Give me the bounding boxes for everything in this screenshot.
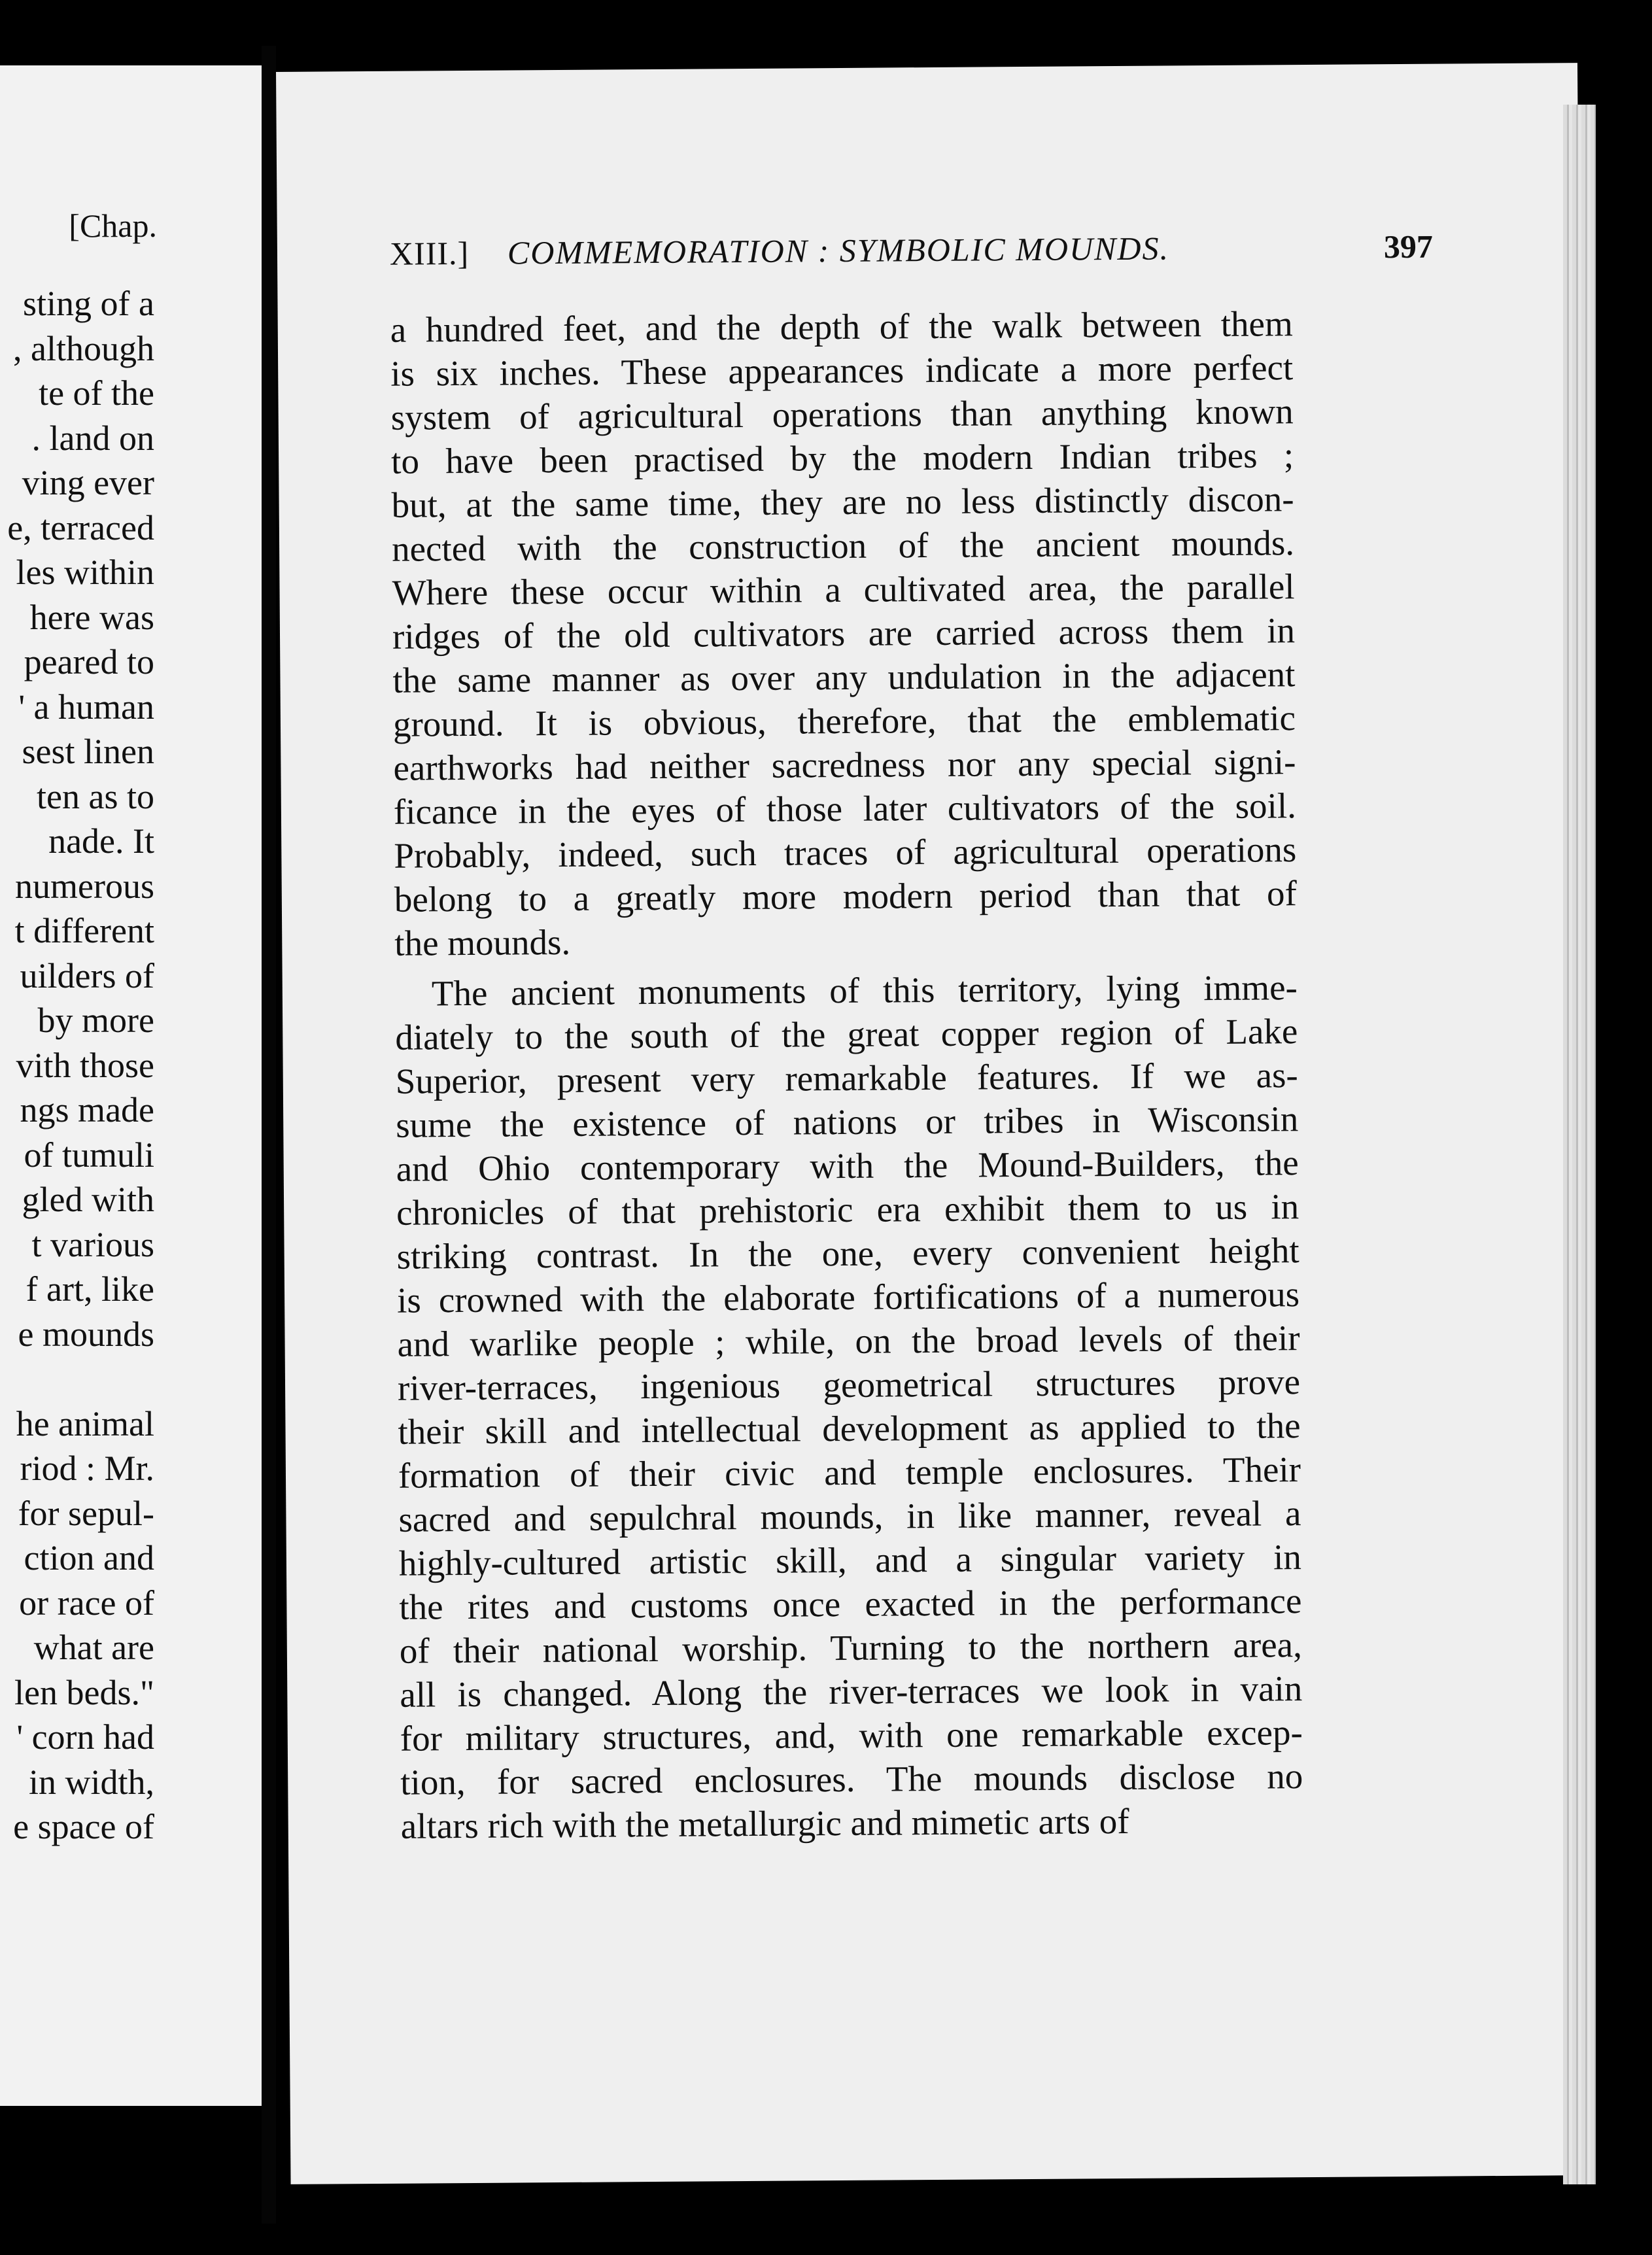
text-line: their skill and intellectual development as applied to the <box>398 1405 1301 1452</box>
left-page-text <box>0 281 154 1850</box>
text-line: ground. It is obvious, therefore, that the emblematic <box>392 698 1296 744</box>
left-page-line: e, terraced <box>7 508 154 547</box>
left-page-line: what are <box>33 1628 154 1667</box>
left-page-line: he animal <box>16 1403 154 1443</box>
left-page-line: sting of a <box>23 284 154 323</box>
left-page-line: by more <box>37 1001 154 1040</box>
text-line: of their national worship. Turning to the northern area, <box>399 1625 1303 1671</box>
text-line: tion, for sacred enclosures. The mounds disclose no <box>400 1756 1303 1802</box>
left-page-line: gled with <box>22 1180 154 1219</box>
text-line: diately to the south of the great copper region of Lake <box>395 1011 1298 1058</box>
text-line: Probably, indeed, such traces of agricultural operations <box>394 829 1297 876</box>
left-page-line: les within <box>16 553 154 592</box>
left-page-line: vith those <box>16 1045 154 1085</box>
text-line: all is changed. Along the river-terraces we look in vain <box>400 1668 1303 1715</box>
left-page-line: riod : Mr. <box>20 1449 154 1488</box>
text-line: and warlike people ; while, on the broad levels of their <box>397 1318 1300 1364</box>
text-line: ficance in the eyes of those later cultivators of the soil. <box>393 785 1297 832</box>
left-page-line: , although <box>13 328 154 368</box>
left-page-line: of tumuli <box>24 1135 154 1175</box>
left-page-line: t various <box>31 1224 154 1264</box>
left-page-line: in width, <box>28 1762 154 1802</box>
text-line: but, at the same time, they are no less distinctly discon- <box>391 479 1294 525</box>
running-head <box>390 226 1567 281</box>
text-line: earthworks had neither sacredness nor any special signi- <box>393 742 1296 788</box>
left-page-line: or race of <box>19 1583 154 1623</box>
left-page-line: e mounds <box>18 1314 154 1354</box>
text-line: formation of their civic and temple enclosures. Their <box>398 1449 1301 1496</box>
text-line: Where these occur within a cultivated area, the parallel <box>392 566 1295 613</box>
text-line: belong to a greatly more modern period than that of <box>394 873 1298 920</box>
left-page-line: ction and <box>24 1538 154 1577</box>
text-line: for military structures, and, with one remarkable excep- <box>400 1712 1303 1759</box>
left-page-line: here was <box>29 597 154 637</box>
left-page-line: peared to <box>24 642 154 681</box>
text-line: highly-cultured artistic skill, and a singular variety in <box>398 1537 1302 1583</box>
text-line: altars rich with the metallurgic and mimetic arts of <box>400 1800 1129 1846</box>
text-line: and Ohio contemporary with the Mound-Builders, the <box>396 1143 1299 1189</box>
text-line: ridges of the old cultivators are carried across them in <box>392 610 1296 657</box>
chapter-number: XIII.] <box>389 234 470 272</box>
left-page-line: ' a human <box>18 687 154 727</box>
text-line: river-terraces, ingenious geometrical structures prove <box>397 1362 1301 1408</box>
text-line: nected with the construction of the ancient mounds. <box>391 523 1295 569</box>
text-line: sume the existence of nations or tribes in Wisconsin <box>396 1099 1299 1145</box>
text-line: system of agricultural operations than anything known <box>390 391 1294 438</box>
left-page-line: te of the <box>39 373 154 413</box>
text-line: sacred and sepulchral mounds, in like manner, reveal a <box>398 1493 1301 1540</box>
text-line: a hundred feet, and the depth of the walk between them <box>390 303 1293 350</box>
page-edges <box>1563 105 1596 2184</box>
left-page-line: e space of <box>13 1807 154 1846</box>
left-page-line: uilders of <box>20 955 154 995</box>
page-number: 397 <box>1383 228 1434 266</box>
right-page <box>276 63 1592 2184</box>
book-gutter <box>262 46 276 2224</box>
left-page-line: len beds." <box>14 1672 154 1712</box>
paragraph <box>395 965 1303 1848</box>
text-line: the mounds. <box>394 921 571 963</box>
text-line: striking contrast. In the one, every convenient height <box>396 1230 1299 1277</box>
text-line: is crowned with the elaborate fortifications of a numerous <box>396 1274 1300 1320</box>
text-line: the rites and customs once exacted in the performance <box>399 1581 1302 1627</box>
left-page-line: sest linen <box>22 732 154 771</box>
text-line: chronicles of that prehistoric era exhibit them to us in <box>396 1186 1299 1233</box>
running-title: COMMEMORATION : SYMBOLIC MOUNDS. <box>507 230 1170 271</box>
left-page-line: ngs made <box>20 1090 154 1129</box>
left-facing-page <box>0 65 262 2106</box>
left-page-line <box>0 1356 154 1402</box>
text-line: is six inches. These appearances indicate a more perfect <box>390 347 1294 394</box>
text-line: the same manner as over any undulation in the adjacent <box>392 654 1296 700</box>
left-page-line: . land on <box>31 418 154 458</box>
left-page-line: ving ever <box>22 463 154 502</box>
left-page-line: nade. It <box>48 821 154 861</box>
left-page-header: [Chap. <box>69 207 157 244</box>
left-page-line: for sepul- <box>18 1493 154 1533</box>
left-page-line: ' corn had <box>16 1717 154 1757</box>
text-line: Superior, present very remarkable features. If we as- <box>395 1055 1298 1101</box>
left-page-line: ten as to <box>37 776 154 816</box>
left-page-line: t different <box>14 911 154 950</box>
text-line: The ancient monuments of this territory, lying imme- <box>431 967 1298 1014</box>
text-line: to have been practised by the modern Indian tribes ; <box>390 435 1294 481</box>
paragraph <box>390 301 1298 965</box>
left-page-line: f art, like <box>26 1269 154 1309</box>
body-text <box>390 301 1303 1848</box>
left-page-line: numerous <box>15 866 154 906</box>
